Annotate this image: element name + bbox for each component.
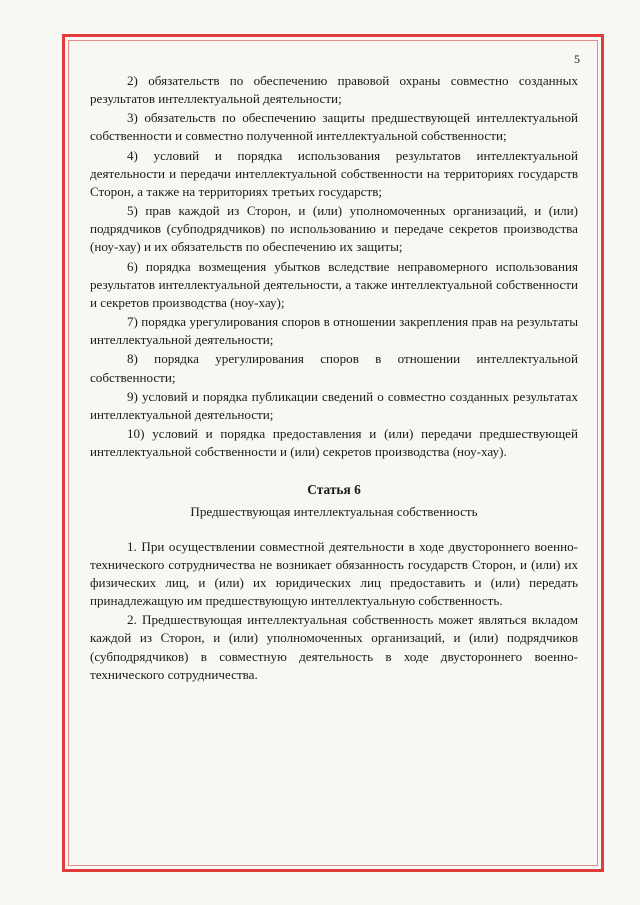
- list-item: 2) обязательств по обеспечению правовой охраны совместно созданных результатов интеллектуальной деятельности;: [90, 73, 578, 107]
- list-item: 5) прав каждой из Сторон, и (или) уполномоченных организаций, и (или) подрядчиков (субподрядчиков) по использованию и передаче секретов производства (ноу-хау) и их обязательств по обеспечению их защиты;: [90, 203, 578, 255]
- list-item: 3) обязательств по обеспечению защиты предшествующей интеллектуальной собственности и совместно полученной интеллектуальной собственности;: [90, 110, 578, 144]
- list-item: 4) условий и порядка использования результатов интеллектуальной деятельности и передачи интеллектуальной собственности на территориях государств Сторон, а также на территориях третьих государств;: [90, 147, 578, 199]
- list-item: 9) условий и порядка публикации сведений о совместно созданных результатах интеллектуальной деятельности;: [90, 388, 578, 422]
- article-subtitle: Предшествующая интеллектуальная собственность: [190, 504, 478, 520]
- list-item: 7) порядка урегулирования споров в отношении закрепления прав на результаты интеллектуальной деятельности;: [90, 314, 578, 348]
- obligations-list: [90, 72, 578, 461]
- list-item: 6) порядка возмещения убытков вследствие неправомерного использования результатов интеллектуальной деятельности, а также интеллектуальной собственности и секретов производства (ноу-хау);: [90, 258, 578, 310]
- article-paragraph: 2. Предшествующая интеллектуальная собственность может являться вкладом каждой из Сторон, и (или) уполномоченных организаций, и (или) подрядчиков (субподрядчиков) в совместную деятельность в ходе двустороннего военно-технического сотрудничества.: [90, 612, 578, 682]
- document-body: [90, 72, 578, 685]
- page-number: 5: [574, 52, 580, 66]
- list-item: 10) условий и порядка предоставления и (или) передачи предшествующей интеллектуальной собственности и (или) секретов производства (ноу-хау).: [90, 425, 578, 460]
- list-item: 8) порядка урегулирования споров в отношении интеллектуальной собственности;: [90, 351, 578, 385]
- article-paragraph: 1. При осуществлении совместной деятельности в ходе двустороннего военно-технического сотрудничества не возникает обязанность государств Сторон, и (или) их физических лиц, и (или) их юридических лиц предоставить и (или) передать принадлежащую им предшествующую интеллектуальную собственность.: [90, 538, 578, 609]
- article-title: Статья 6: [307, 482, 361, 498]
